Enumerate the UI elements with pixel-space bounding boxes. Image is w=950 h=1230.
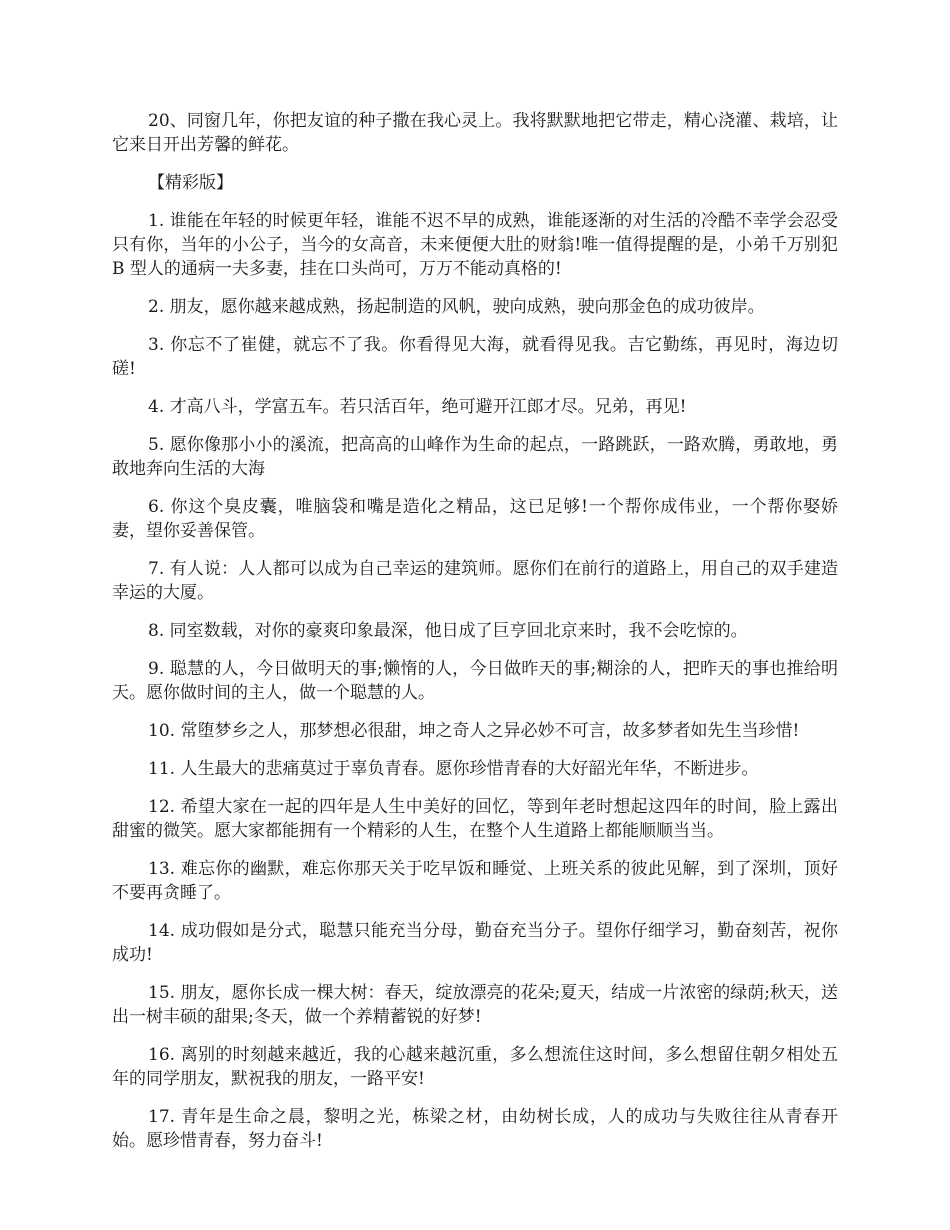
paragraph-4: 4. 才高八斗，学富五车。若只活百年，绝可避开江郎才尽。兄弟，再见! (148, 397, 687, 417)
paragraph-14: 14. 成功假如是分式，聪慧只能充当分母，勤奋充当分子。望你仔细学习，勤奋刻苦，祝你成功! (112, 921, 838, 965)
paragraph-3: 3. 你忘不了崔健，就忘不了我。你看得见大海，就看得见我。吉它勤练，再见时，海边切磋! (112, 335, 838, 379)
paragraph-11: 11. 人生最大的悲痛莫过于辜负青春。愿你珍惜青春的大好韶光年华，不断进步。 (148, 759, 759, 779)
paragraph-20: 20、同窗几年，你把友谊的种子撒在我心灵上。我将默默地把它带走，精心浇灌、栽培，让它来日开出芳馨的鲜花。 (112, 111, 838, 155)
paragraph-9: 9. 聪慧的人，今日做明天的事;懒惰的人，今日做昨天的事;糊涂的人，把昨天的事也推给明天。愿你做时间的主人，做一个聪慧的人。 (112, 659, 838, 703)
paragraph-2: 2. 朋友，愿你越来越成熟，扬起制造的风帆，驶向成熟，驶向那金色的成功彼岸。 (148, 297, 765, 317)
paragraph-12: 12. 希望大家在一起的四年是人生中美好的回忆，等到年老时想起这四年的时间，脸上露出甜蜜的微笑。愿大家都能拥有一个精彩的人生，在整个人生道路上都能顺顺当当。 (112, 797, 838, 841)
paragraph-17: 17. 青年是生命之晨，黎明之光，栋梁之材，由幼树长成，人的成功与失败往往从青春开始。愿珍惜青春，努力奋斗! (112, 1107, 838, 1151)
paragraph-13: 13. 难忘你的幽默，难忘你那天关于吃早饭和睡觉、上班关系的彼此见解，到了深圳，顶好不要再贪睡了。 (112, 859, 838, 903)
paragraph-5: 5. 愿你像那小小的溪流，把高高的山峰作为生命的起点，一路跳跃，一路欢腾，勇敢地，勇敢地奔向生活的大海 (112, 435, 838, 479)
paragraph-8: 8. 同室数载，对你的豪爽印象最深，他日成了巨亨回北京来时，我不会吃惊的。 (148, 621, 748, 641)
paragraph-7: 7. 有人说：人人都可以成为自己幸运的建筑师。愿你们在前行的道路上，用自己的双手建造幸运的大厦。 (112, 559, 838, 603)
paragraph-6: 6. 你这个臭皮囊，唯脑袋和嘴是造化之精品，这已足够!一个帮你成伟业，一个帮你娶娇妻，望你妥善保管。 (112, 497, 838, 541)
paragraph-10: 10. 常堕梦乡之人，那梦想必很甜，坤之奇人之异必妙不可言，故多梦者如先生当珍惜! (148, 721, 800, 741)
section-heading-jingcaiban: 【精彩版】 (148, 173, 233, 193)
paragraph-16: 16. 离别的时刻越来越近，我的心越来越沉重，多么想流住这时间，多么想留住朝夕相处五年的同学朋友，默祝我的朋友，一路平安! (112, 1045, 838, 1089)
paragraph-1: 1. 谁能在年轻的时候更年轻，谁能不迟不早的成熟，谁能逐渐的对生活的冷酷不幸学会忍受只有你，当年的小公子，当今的女高音，未来便便大肚的财翁!唯一值得提醒的是，小弟千万别犯 B 型人的通病一夫多妻，挂在口头尚可，万万不能动真格的! (112, 211, 838, 279)
paragraph-15: 15. 朋友，愿你长成一棵大树：春天，绽放漂亮的花朵;夏天，结成一片浓密的绿荫;秋天，送出一树丰硕的甜果;冬天，做一个养精蓄锐的好梦! (112, 983, 838, 1027)
